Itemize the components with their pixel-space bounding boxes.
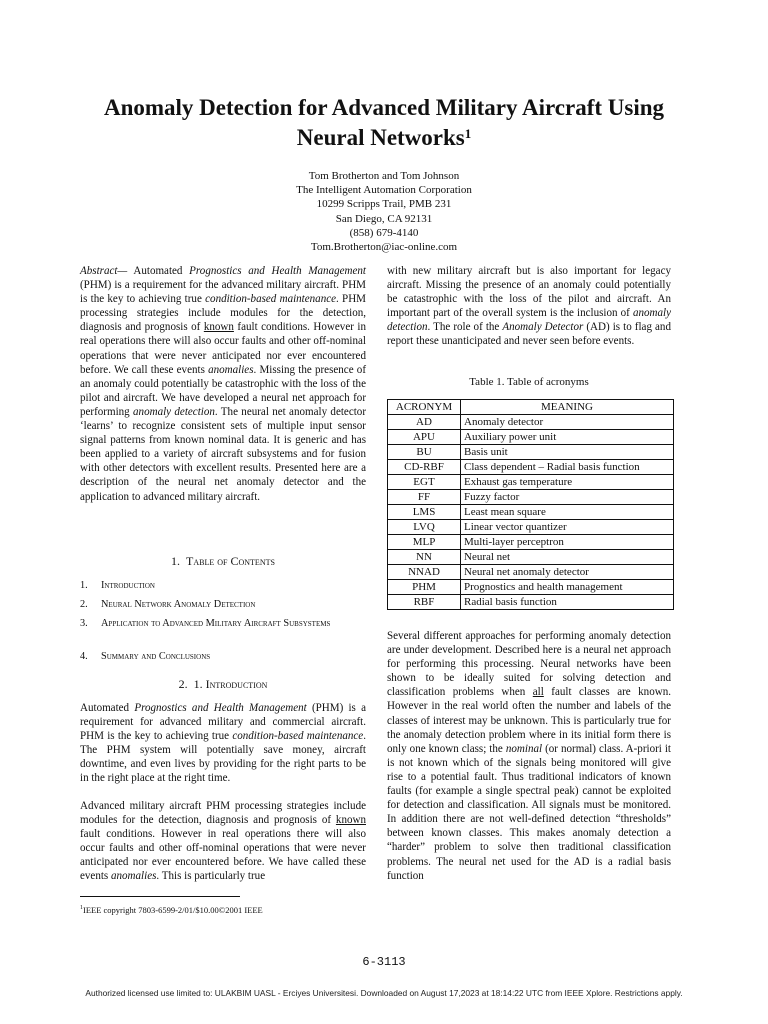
table-cell-acronym: PHM (388, 580, 461, 595)
table-cell-acronym: NN (388, 550, 461, 565)
table-cell-meaning: Class dependent – Radial basis function (461, 460, 674, 475)
abstract-paragraph: Abstract— Automated Prognostics and Health Management (PHM) is a requirement for the advanced military aircraft. PHM is the key to achieving true condition-based maintenance. PHM processing strategies include modules for the detection, diagnosis and prognosis of known fault conditions. However in real operations there will also occur faults and other off-nominal operations that were never anticipated nor ever encountered before. We call these events anomalies. Missing the presence of an anomaly could potentially be catastrophic with the loss of the pilot and aircraft. We have developed a neural net approach for performing anomaly detection. The neural net anomaly detector ‘learns’ to recognize consistent sets of multiple input sensor signal patterns from known nominal data. It is generic and has been applied to a variety of aircraft subsystems and for fusion with other detectors with excellent results. Presented here are a description of the neural net anomaly detector and the application to advanced military aircraft. (80, 265, 367, 503)
table-row (388, 505, 674, 520)
table-caption: Table 1. Table of acronyms (469, 376, 589, 388)
right-paragraph-1: with new military aircraft but is also important for legacy aircraft. Missing the presence of an anomaly could potentially be catastrophic with the loss of the pilot and aircraft. An important part of the overall system is the inclusion of anomaly detection. The role of the Anomaly Detector (AD) is to flag and report these unanticipated and never seen before events. (387, 265, 671, 348)
table-cell-acronym: AD (388, 415, 461, 430)
author-phone: (858) 679-4140 (349, 226, 419, 239)
author-organization: The Intelligent Automation Corporation (296, 184, 472, 197)
table-header-row (388, 400, 674, 415)
table-cell-meaning: Multi-layer perceptron (461, 535, 674, 550)
table-cell-meaning: Exhaust gas temperature (461, 475, 674, 490)
table-row (388, 445, 674, 460)
toc-item-1[interactable]: 1. Introduction (80, 580, 155, 591)
paper-title (60, 93, 708, 153)
title-line-2: Neural Networks$^1$ (296, 125, 472, 150)
table-cell-meaning: Fuzzy factor (461, 490, 674, 505)
table-row (388, 520, 674, 535)
table-cell-meaning: Anomaly detector (461, 415, 674, 430)
table-cell-acronym: NNAD (388, 565, 461, 580)
table-cell-meaning: Linear vector quantizer (461, 520, 674, 535)
table-cell-acronym: RBF (388, 595, 461, 610)
table-row (388, 490, 674, 505)
toc-item-2[interactable]: 2. Neural Network Anomaly Detection (80, 599, 256, 610)
table-row (388, 565, 674, 580)
table-cell-meaning: Basis unit (461, 445, 674, 460)
table-cell-acronym: CD-RBF (388, 460, 461, 475)
footnote: $^1$IEEE copyright 7803-6599-2/01/$10.00©2001 IEEE (80, 905, 263, 915)
table-cell-meaning: Least mean square (461, 505, 674, 520)
abstract (80, 264, 366, 504)
table-cell-acronym: LMS (388, 505, 461, 520)
toc-item-3[interactable]: 3. Application to Advanced Military Aircraft Subsystems (80, 618, 331, 629)
table-row (388, 475, 674, 490)
table-cell-meaning: Auxiliary power unit (461, 430, 674, 445)
table-row (388, 415, 674, 430)
table-cell-meaning: Prognostics and health management (461, 580, 674, 595)
author-block (234, 169, 534, 254)
intro-heading-number: 2. (178, 677, 188, 691)
page-number: 6-3113 (362, 955, 406, 969)
table-row (388, 550, 674, 565)
right-paragraph-2: Several different approaches for performing anomaly detection are under development. Described here is a neural net approach for performing this processing. Neural networks have been shown to be ideally suited for solving detection and classification problems when all fault classes are known. However in the real world often the number and labels of the classes of interest may be unknown. This is particularly true for the anomaly detection problem where in its initial form there is only one known class; the nominal (or normal) class. A-priori it is not known which of the signals being monitored will give rise to a potential fault. Thus traditional indicators of known faults (for example a single spectral peak) cannot be exploited for detection and classification. All signals must be monitored. In addition there are not well-defined detection “thresholds” between known classes. This makes anomaly detection a “harder” problem to solve then traditional classification problems. The neural net used for the AD is a radial basis function (387, 630, 672, 882)
author-city: San Diego, CA 92131 (335, 212, 433, 225)
license-notice: Authorized licensed use limited to: ULAKBIM UASL - Erciyes Universitesi. Downloaded on August 17,2023 at 18:14:22 UTC from IEEE Xplore. Restrictions apply. (85, 988, 683, 998)
author-email[interactable]: Tom.Brotherton@iac-online.com (310, 241, 458, 254)
footnote-separator (80, 896, 240, 897)
toc-item-4[interactable]: 4. Summary and Conclusions (80, 651, 211, 662)
intro-heading-text: 1. Introduction (193, 677, 268, 691)
table-row (388, 595, 674, 610)
table-cell-acronym: BU (388, 445, 461, 460)
table-cell-meaning: Neural net anomaly detector (461, 565, 674, 580)
table-cell-meaning: Radial basis function (461, 595, 674, 610)
table-row (388, 430, 674, 445)
intro-paragraph-2: Advanced military aircraft PHM processing strategies include modules for the detection, diagnosis and prognosis of known fault conditions. However in real operations there will also occur faults and other off-nominal operations that were never anticipated nor ever encountered before. We have called these events anomalies. This is particularly true (80, 800, 366, 883)
title-line-1: Anomaly Detection for Advanced Military Aircraft Using (103, 95, 665, 120)
table-cell-acronym: LVQ (388, 520, 461, 535)
table-header-acronym: ACRONYM (388, 400, 461, 415)
table-header-meaning: MEANING (461, 400, 674, 415)
acronym-table (387, 399, 674, 610)
table-row (388, 580, 674, 595)
table-cell-acronym: EGT (388, 475, 461, 490)
intro-paragraph-1: Automated Prognostics and Health Management (PHM) is a requirement for advanced military and commercial aircraft. PHM is the key to achieving true condition-based maintenance. The PHM system will potentially save money, aircraft downtime, and even lives by providing for the right parts to be in the right place at the right time. (80, 702, 366, 785)
table-row (388, 535, 674, 550)
table-row (388, 460, 674, 475)
title-footnote-marker: 1 (464, 126, 472, 141)
author-names: Tom Brotherton and Tom Johnson (308, 170, 460, 182)
table-cell-acronym: MLP (388, 535, 461, 550)
toc-heading-text: Table of Contents (186, 554, 275, 568)
table-cell-acronym: APU (388, 430, 461, 445)
toc-heading-number: 1. (171, 554, 181, 568)
intro-heading (80, 677, 366, 691)
toc-heading (80, 554, 366, 568)
author-street: 10299 Scripps Trail, PMB 231 (316, 198, 452, 211)
acronym-table-body (388, 415, 674, 610)
table-cell-acronym: FF (388, 490, 461, 505)
table-cell-meaning: Neural net (461, 550, 674, 565)
